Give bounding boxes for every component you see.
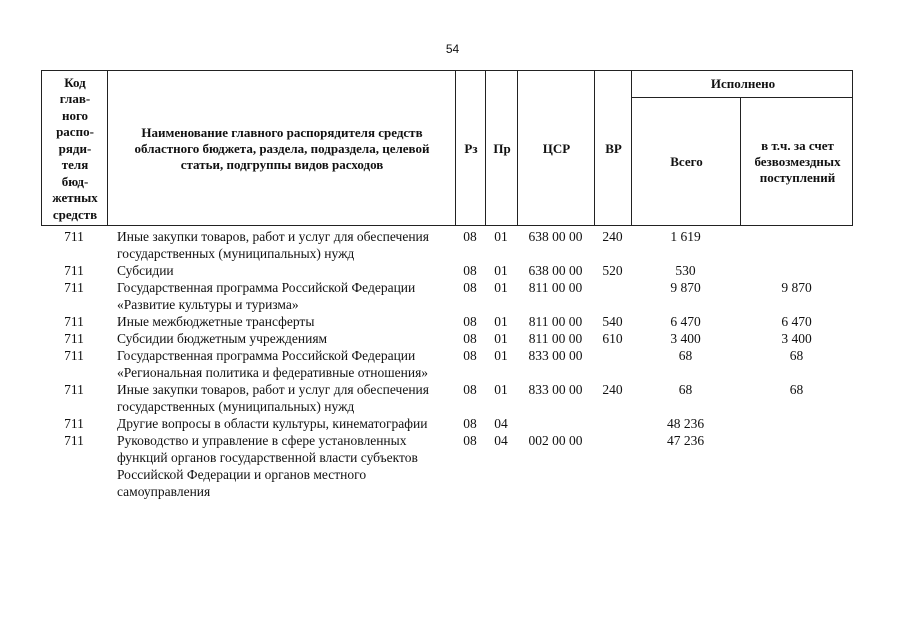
cell-kod: 711 [64, 433, 84, 448]
cell-kod: 711 [64, 263, 84, 278]
cell-kod: 711 [64, 348, 84, 363]
cell-vr: 240 [602, 229, 623, 244]
cell-vsego: 48 236 [666, 416, 705, 431]
cell-name: Субсидии [117, 263, 174, 278]
table-row [41, 313, 853, 330]
cell-pr: 01 [494, 280, 508, 295]
cell-kod: 711 [64, 382, 84, 397]
table-body [41, 228, 853, 500]
cell-kod: 711 [64, 416, 84, 431]
cell-name: Иные закупки товаров, работ и услуг для обеспечения государственных (муниципальных) нужд [117, 382, 429, 414]
header-ispolneno: Исполнено [710, 76, 776, 91]
cell-name: Субсидии бюджетным учреждениям [117, 331, 328, 346]
cell-name: Другие вопросы в области культуры, кинематографии [117, 416, 428, 431]
page-number: 54 [445, 42, 460, 56]
table-header [41, 70, 853, 226]
cell-pr: 01 [494, 348, 508, 363]
table-row [41, 347, 853, 381]
cell-csr: 002 00 00 [528, 433, 583, 448]
cell-pr: 04 [494, 433, 508, 448]
table-row [41, 432, 853, 500]
cell-rz: 08 [463, 314, 477, 329]
cell-pr: 01 [494, 331, 508, 346]
cell-vtch: 68 [789, 382, 804, 397]
cell-vtch: 68 [789, 348, 804, 363]
cell-vr: 610 [602, 331, 623, 346]
table-row [41, 279, 853, 313]
cell-vr: 520 [602, 263, 623, 278]
header-vr: ВР [605, 141, 622, 156]
cell-vsego: 3 400 [670, 331, 701, 346]
header-name: Наименование главного распорядителя средств областного бюджета, раздела, подраздела, целевой статьи, подгруппы видов расходов [134, 125, 430, 172]
table-row [41, 415, 853, 432]
cell-pr: 01 [494, 263, 508, 278]
cell-kod: 711 [64, 331, 84, 346]
header-vsego: Всего [670, 154, 703, 169]
cell-rz: 08 [463, 331, 477, 346]
cell-vsego: 68 [678, 382, 693, 397]
header-rz: Рз [464, 141, 478, 156]
cell-csr: 638 00 00 [528, 229, 583, 244]
cell-csr: 833 00 00 [528, 348, 583, 363]
cell-pr: 01 [494, 382, 508, 397]
cell-csr: 811 00 00 [528, 314, 583, 329]
cell-vsego: 530 [675, 263, 696, 278]
cell-vr: 240 [602, 382, 623, 397]
cell-csr: 638 00 00 [528, 263, 583, 278]
cell-rz: 08 [463, 229, 477, 244]
cell-vtch: 9 870 [781, 280, 812, 295]
header-vtch: в т.ч. за счет безвозмездных поступлений [754, 138, 841, 185]
cell-rz: 08 [463, 433, 477, 448]
cell-name: Государственная программа Российской Федерации «Региональная политика и федеративные отношения» [117, 348, 429, 380]
cell-vsego: 68 [678, 348, 693, 363]
table-row [41, 381, 853, 415]
cell-vsego: 47 236 [666, 433, 705, 448]
header-csr: ЦСР [542, 141, 571, 156]
cell-kod: 711 [64, 280, 84, 295]
cell-rz: 08 [463, 263, 477, 278]
cell-csr: 811 00 00 [528, 331, 583, 346]
cell-vtch: 3 400 [781, 331, 812, 346]
cell-vsego: 6 470 [670, 314, 701, 329]
cell-vr: 540 [602, 314, 623, 329]
cell-rz: 08 [463, 280, 477, 295]
cell-rz: 08 [463, 382, 477, 397]
cell-pr: 04 [494, 416, 508, 431]
cell-kod: 711 [64, 229, 84, 244]
header-pr: Пр [493, 141, 511, 156]
table-row [41, 228, 853, 262]
table-row [41, 330, 853, 347]
cell-kod: 711 [64, 314, 84, 329]
cell-rz: 08 [463, 348, 477, 363]
header-kod: Код глав- ного распо- ряди- теля бюд- жетных средств [52, 74, 98, 222]
cell-pr: 01 [494, 229, 508, 244]
cell-name: Руководство и управление в сфере установленных функций органов государственной власти субъектов Российской Федерации и органов местного самоуправления [117, 433, 418, 499]
table-row [41, 262, 853, 279]
cell-vsego: 1 619 [670, 229, 701, 244]
cell-pr: 01 [494, 314, 508, 329]
cell-name: Государственная программа Российской Федерации «Развитие культуры и туризма» [117, 280, 416, 312]
cell-name: Иные закупки товаров, работ и услуг для обеспечения государственных (муниципальных) нужд [117, 229, 429, 261]
cell-name: Иные межбюджетные трансферты [117, 314, 315, 329]
cell-rz: 08 [463, 416, 477, 431]
cell-csr: 811 00 00 [528, 280, 583, 295]
cell-vsego: 9 870 [670, 280, 701, 295]
cell-vtch: 6 470 [781, 314, 812, 329]
cell-csr: 833 00 00 [528, 382, 583, 397]
